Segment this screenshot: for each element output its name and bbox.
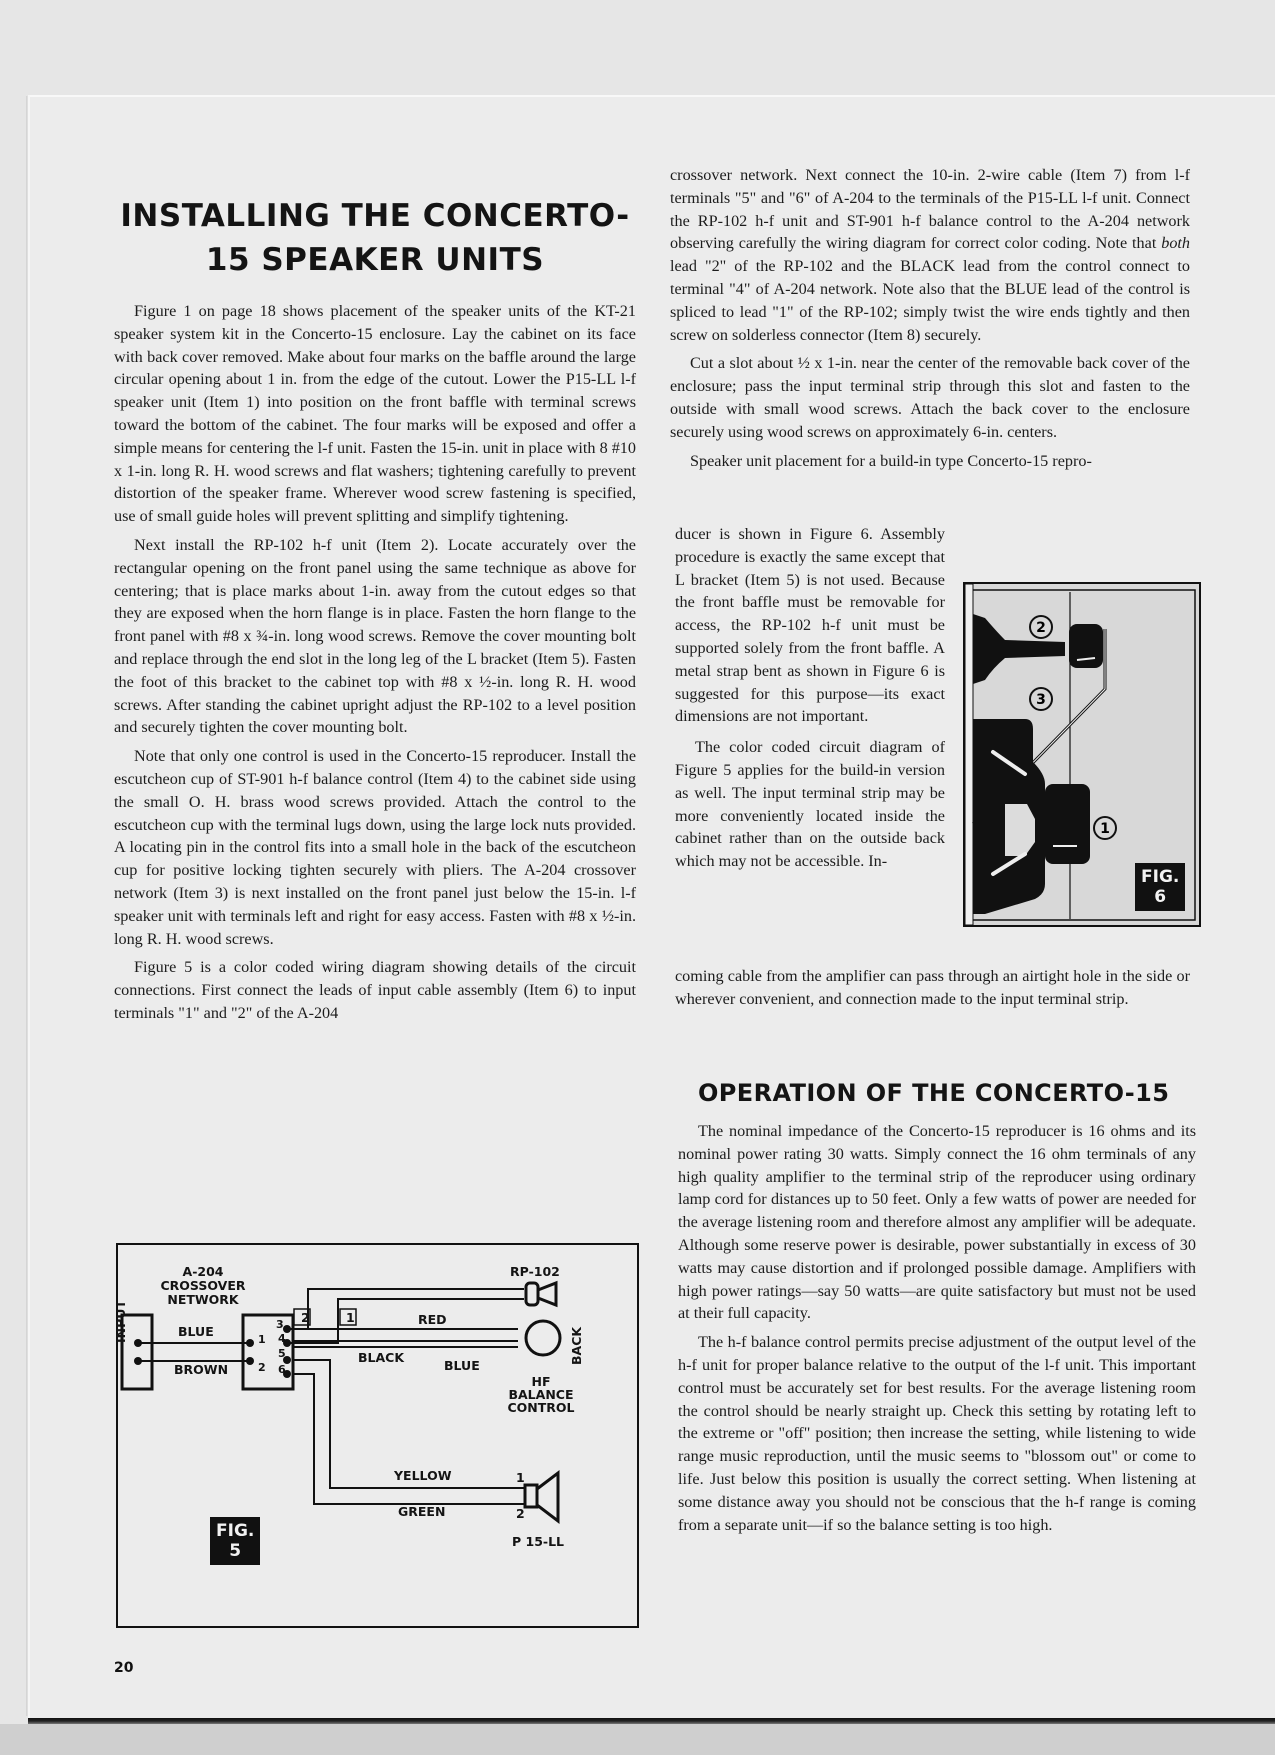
paragraph: The nominal impedance of the Concerto-15 reproducer is 16 ohms and its nominal power rating 30 watts. Simply connect the 16 ohm terminals of any high quality amplifier to the terminal strip of the reproducer using ordinary lamp cord for distances up to 50 feet. Only a few watts of power are needed for the average listening room and therefore almost any amplifier will be adequate. Although some reserve power is desirable, power substantially in excess of 30 watts may cause distortion and if prolonged possible damage. Amplifiers with high power ratings—say 50 watts—are quite satisfactory but must not be used at their full capacity.	[678, 1122, 1196, 1323]
paragraph: Cut a slot about ½ x 1-in. near the center of the removable back cover of the enclosure; pass the input terminal strip through this slot and fasten to the outside with small wood screws. Attach the back cover to the enclosure securely using wood screws on approximately 6-in. centers.	[670, 354, 1190, 441]
back-label: BACK	[569, 1326, 584, 1365]
figure-6-label: FIG. 6	[1135, 863, 1185, 911]
wire-label-brown: BROWN	[174, 1362, 229, 1377]
paragraph-line: Speaker unit placement for a build-in type Concerto-15 repro-	[690, 451, 1092, 470]
paragraph: The color coded circuit diagram of Figure 5 applies for the build-in version as well. The input terminal strip may be more conveniently located inside the cabinet rather than on the outside back which may not be accessible. In-	[675, 738, 945, 871]
paragraph: Next install the RP-102 h-f unit (Item 2). Locate accurately over the rectangular opening on the front panel using the same technique as above for centering; that is place marks about 1-in. away from the cutout edges so that they are exposed when the horn flange is in place. Fasten the horn flange to the front panel with #8 x ¾-in. long wood screws. Remove the cover mounting bolt and replace through the end slot in the long leg of the L bracket (Item 5). Fasten the foot of this bracket to the cabinet top with #8 x ½-in. long R. H. wood screws. After standing the cabinet upright adjust the RP-102 to a level position and securely tighten the cover mounting bolt.	[114, 535, 636, 737]
paragraph: Figure 5 is a color coded wiring diagram showing details of the circuit connections. First connect the leads of input cable assembly (Item 6) to input terminals "1" and "2" of the A-204	[114, 958, 636, 1022]
terminal-2: 2	[258, 1361, 266, 1374]
operation-text	[678, 1120, 1196, 1542]
input-label: INPUT	[113, 1300, 128, 1343]
figure-5-label: FIG. 5	[210, 1517, 260, 1565]
wire-label-yellow: YELLOW	[394, 1468, 452, 1483]
terminal-4: 4	[278, 1332, 286, 1345]
callout-1: 1	[1100, 821, 1110, 837]
paragraph-continued: crossover network. Next connect the 10-in. 2-wire cable (Item 7) from l-f terminals "5" and "6" of A-204 to the terminals of the P15-LL l-f unit. Connect the RP-102 h-f unit and ST-901 h-f balance control to the A-204 network observing carefully the wiring diagram for correct color coding. Note that both lead "2" of the RP-102 and the BLACK lead from the control connect to terminal "4" of A-204 network. Note also that the BLUE lead of the control is spliced to lead "1" of the RP-102; simply twist the wire ends tightly and then screw on solderless connector (Item 8) securely.	[670, 166, 1190, 344]
paragraph-continued: coming cable from the amplifier can pass through an airtight hole in the side or wherever convenient, and connection made to the input terminal strip.	[675, 967, 1190, 1008]
wire-label-blue-2: BLUE	[444, 1358, 480, 1373]
terminal-6: 6	[278, 1363, 286, 1376]
p15-ll-label: P 15-LL	[512, 1534, 565, 1549]
emphasis: both	[1161, 234, 1190, 253]
right-column-narrow-text	[675, 523, 945, 873]
wire-tag-2: 2	[301, 1310, 310, 1325]
paragraph: The h-f balance control permits precise adjustment of the output level of the h-f unit for proper balance relative to the output of the l-f unit. This important control must be accurately set for best results. For the average listening room the control should be nearly straight up. Check this setting by rotating left to the extreme or "off" position; then increase the setting, while listening to wide range music reproduction, until the music seems to "blossom out" or come to life. Just below this position is usually the correct setting. When listening at some distance away you should not be conscious that the h-f range is coming from a separate unit—if so the balance setting is too high.	[678, 1333, 1196, 1534]
rp102-label: RP-102	[510, 1264, 560, 1279]
right-column-text-top	[670, 164, 1190, 472]
left-column-text	[114, 300, 636, 1031]
figure-5-wiring-diagram	[113, 1243, 639, 1628]
terminal-5: 5	[278, 1347, 286, 1360]
figure-6-speaker-placement	[963, 582, 1201, 927]
paragraph: ducer is shown in Figure 6. Assembly procedure is exactly the same except that L bracket (Item 5) is not used. Because the front baffle must be removable for access, the RP-102 h-f unit must be supported solely from the front baffle. A metal strap bent as shown in Figure 6 is suggested for this purpose—its exact dimensions are not important.	[675, 525, 945, 726]
wire-label-green: GREEN	[398, 1504, 446, 1519]
wire-label-black: BLACK	[358, 1350, 405, 1365]
wire-label-red: RED	[418, 1312, 447, 1327]
page-number: 20	[114, 1660, 134, 1676]
callout-2: 2	[1036, 620, 1046, 636]
paragraph: Figure 1 on page 18 shows placement of the speaker units of the KT-21 speaker system kit in the Concerto-15 enclosure. Lay the cabinet on its face with back cover removed. Make about four marks on the baffle around the large circular opening about 1 in. from the edge of the cutout. Lower the P15-LL l-f speaker unit (Item 1) into position on the front baffle with terminal screws toward the bottom of the cabinet. The four marks will be exposed and offer a simple means for centering the l-f unit. Fasten the 15-in. unit in place with 8 #10 x 1-in. long R. H. wood screws and flat washers; tightening carefully to prevent distortion of the speaker frame. Wherever wood screw fastening is specified, use of small guide holes will prevent splitting and simplify tightening.	[114, 302, 636, 526]
p15-terminal-1: 1	[516, 1470, 525, 1485]
right-column-wrap-text	[675, 965, 1190, 1017]
p15-terminal-2: 2	[516, 1506, 525, 1521]
section-title-operation: OPERATION OF THE CONCERTO-15	[698, 1079, 1170, 1107]
paragraph: Note that only one control is used in the Concerto-15 reproducer. Install the escutcheon cup of ST-901 h-f balance control (Item 4) to the cabinet side using the small O. H. brass wood screws provided. Attach the control to the escutcheon cup with the terminal lugs down, using the large lock nuts provided. A locating pin in the control fits into a small hole in the back of the escutcheon cup for positive locking tighten securely with pliers. The A-204 crossover network (Item 3) is next installed on the front panel just below the 15-in. l-f speaker unit with terminals left and right for easy access. Fasten with #8 x ½-in. long R. H. wood screws.	[114, 747, 636, 948]
network-label: A-204 CROSSOVER NETWORK	[160, 1264, 246, 1307]
wire-tag-1: 1	[346, 1310, 355, 1325]
callout-3: 3	[1036, 692, 1046, 708]
hf-balance-control-label: HF BALANCE CONTROL	[507, 1374, 575, 1415]
terminal-3: 3	[276, 1318, 284, 1331]
section-title-installing: INSTALLING THE CONCERTO-15 SPEAKER UNITS	[120, 198, 630, 278]
terminal-1: 1	[258, 1333, 266, 1346]
wire-label-blue: BLUE	[178, 1324, 214, 1339]
scanner-background	[0, 1724, 1275, 1755]
